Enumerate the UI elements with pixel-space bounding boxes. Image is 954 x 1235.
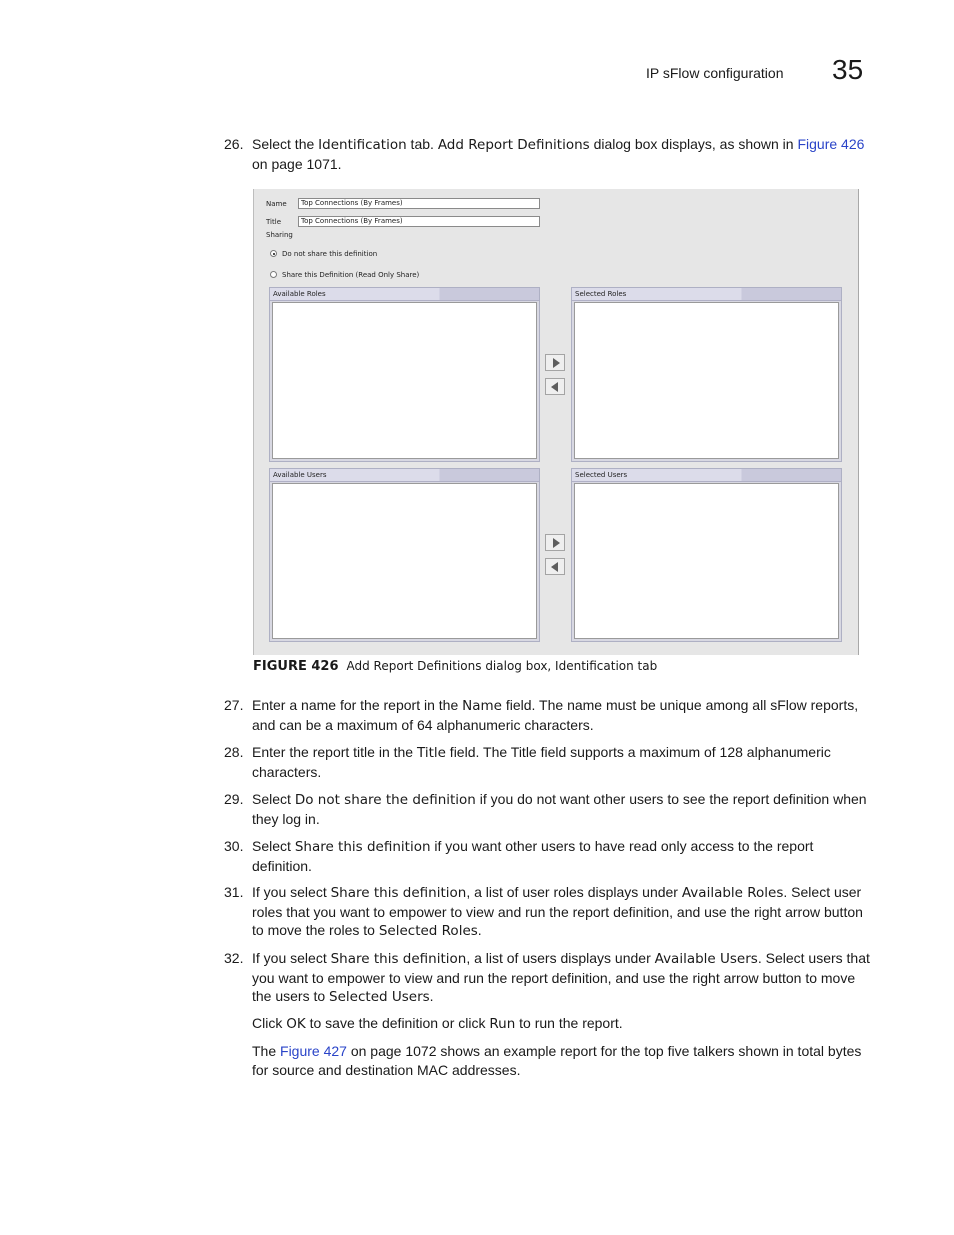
do-not-share-label: Do not share this definition [282, 250, 378, 258]
chapter-number: 35 [832, 54, 864, 85]
step-27 [224, 696, 874, 734]
step-30 [224, 837, 874, 875]
available-roles-list[interactable] [272, 302, 537, 459]
figure-427-link[interactable]: Figure 427 [280, 1043, 347, 1059]
remove-role-button[interactable] [545, 378, 565, 395]
step-number: 31. [224, 884, 244, 900]
available-users-panel [269, 468, 540, 642]
sharing-label: Sharing [266, 231, 293, 239]
caption-label: FIGURE 426 [253, 659, 339, 674]
step-text: Select the Identification tab. Add Report Definitions dialog box displays, as shown in Figure 426 on page 1071. [252, 136, 865, 172]
step-31 [224, 883, 874, 941]
selected-roles-panel [571, 287, 842, 462]
remove-user-button[interactable] [545, 558, 565, 575]
name-field[interactable]: Top Connections (By Frames) [298, 198, 540, 209]
available-roles-panel [269, 287, 540, 462]
selected-roles-list[interactable] [574, 302, 839, 459]
caption-text: Add Report Definitions dialog box, Identification tab [346, 659, 658, 673]
available-users-list[interactable] [272, 483, 537, 639]
step-text: Enter the report title in the Title field. The Title field supports a maximum of 128 alphanumeric characters. [252, 744, 831, 780]
step-number: 32. [224, 950, 244, 966]
share-definition-radio[interactable] [270, 271, 277, 278]
panel-header: Selected Users [572, 469, 841, 482]
left-arrow-icon [551, 382, 558, 392]
title-label: Title [266, 218, 282, 226]
step-28 [224, 743, 874, 781]
share-definition-label: Share this Definition (Read Only Share) [282, 271, 420, 279]
do-not-share-radio[interactable] [270, 250, 277, 257]
selected-users-panel [571, 468, 842, 642]
step-26 [224, 135, 874, 173]
title-field[interactable]: Top Connections (By Frames) [298, 216, 540, 227]
step-29 [224, 790, 874, 828]
step-text: Select Do not share the definition if you do not want other users to see the report definition when they log in. [252, 791, 867, 827]
figure-caption [253, 659, 657, 674]
step-number: 30. [224, 838, 244, 854]
panel-header: Available Users [270, 469, 539, 482]
add-role-button[interactable] [545, 354, 565, 371]
step-text: Select Share this definition if you want other users to have read only access to the report definition. [252, 838, 814, 874]
paragraph-figure-427: The Figure 427 on page 1072 shows an example report for the top five talkers shown in total bytes for source and destination MAC addresses. [252, 1043, 862, 1078]
right-arrow-icon [553, 538, 560, 548]
step-number: 26. [224, 136, 244, 152]
panel-header: Selected Roles [572, 288, 841, 301]
add-user-button[interactable] [545, 534, 565, 551]
step-number: 29. [224, 791, 244, 807]
selected-users-list[interactable] [574, 483, 839, 639]
section-title: IP sFlow configuration [646, 65, 784, 81]
step-number: 28. [224, 744, 244, 760]
add-report-definitions-dialog [253, 189, 859, 655]
step-text: If you select Share this definition, a list of user roles displays under Available Roles. Select user roles that you want to empower to view and run the report definition, and use the right arrow button to move the roles to Selected Roles. [252, 884, 863, 939]
figure-426-link[interactable]: Figure 426 [797, 136, 865, 152]
step-32 [224, 949, 874, 1007]
left-arrow-icon [551, 562, 558, 572]
step-text: If you select Share this definition, a list of users displays under Available Users. Select users that you want to empower to view and run the report definition, and use the right arrow button to move the users to Selected Users. [252, 950, 870, 1005]
paragraph-ok-run: Click OK to save the definition or click Run to run the report. [252, 1015, 623, 1032]
name-label: Name [266, 200, 287, 208]
step-text: Enter a name for the report in the Name field. The name must be unique among all sFlow reports, and can be a maximum of 64 alphanumeric characters. [252, 697, 859, 733]
right-arrow-icon [553, 358, 560, 368]
panel-header: Available Roles [270, 288, 539, 301]
step-number: 27. [224, 697, 244, 713]
